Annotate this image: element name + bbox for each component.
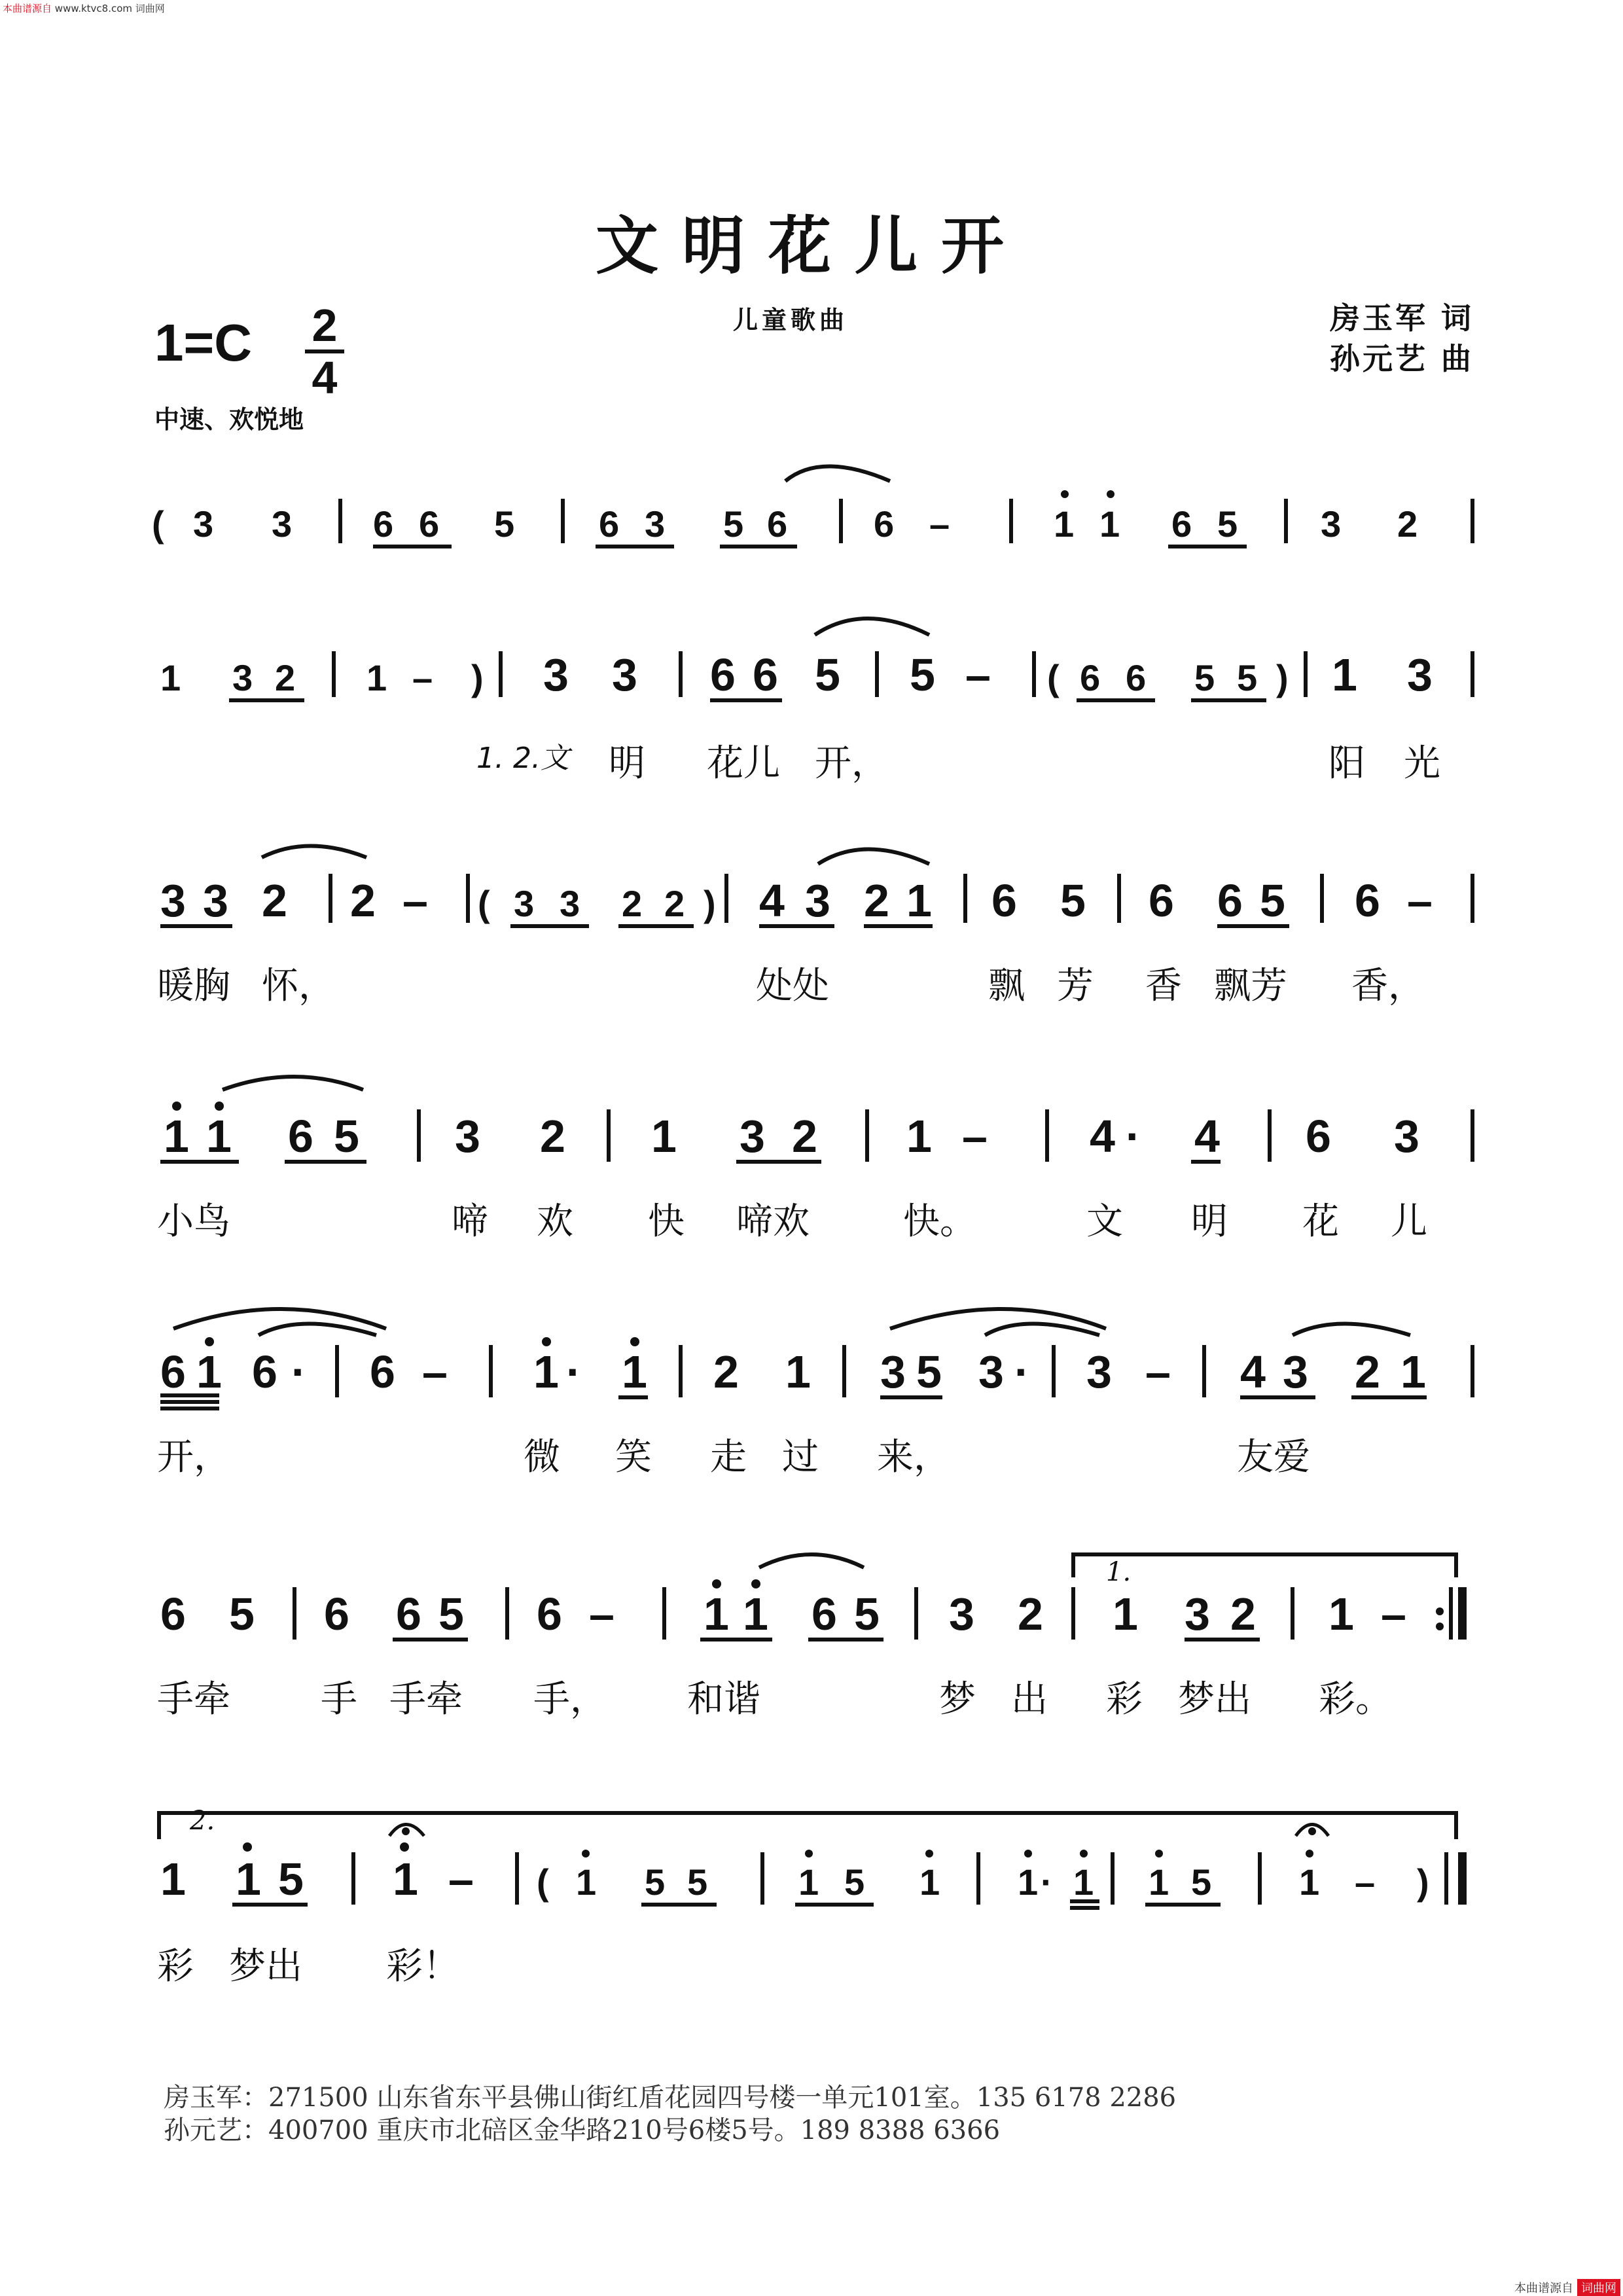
lyric-syllable: 梦出	[229, 1945, 302, 1988]
svg-text:1: 1	[622, 1346, 647, 1397]
lyric-syllable: 友爱	[1237, 1436, 1310, 1479]
svg-text:3: 3	[160, 875, 186, 926]
svg-text:4: 4	[1194, 1111, 1220, 1162]
lyric-syllable: 怀，	[262, 965, 335, 1007]
svg-text:·: ·	[1014, 1346, 1030, 1397]
svg-text:3: 3	[645, 503, 666, 545]
svg-text:1: 1	[236, 1854, 261, 1905]
svg-text:1: 1	[1113, 1588, 1138, 1640]
svg-text:5: 5	[494, 503, 515, 545]
svg-text:4: 4	[1240, 1346, 1266, 1397]
svg-text:(: (	[152, 503, 164, 545]
svg-text:6: 6	[874, 503, 895, 545]
svg-text:): )	[1417, 1861, 1429, 1903]
lyric-syllable: 香	[1145, 965, 1182, 1007]
lyric-syllable: 小鸟	[157, 1200, 230, 1243]
svg-text:): )	[704, 883, 716, 924]
svg-text:1: 1	[393, 1854, 418, 1905]
lyric-syllable: 走	[710, 1436, 747, 1479]
svg-text:6: 6	[599, 503, 620, 545]
svg-text:6: 6	[753, 649, 778, 700]
svg-text:3: 3	[978, 1346, 1004, 1397]
svg-text:6: 6	[160, 1346, 186, 1397]
svg-text:6: 6	[419, 503, 440, 545]
svg-text:3: 3	[543, 649, 569, 700]
svg-text:6: 6	[710, 649, 736, 700]
lyric-syllable: 明	[1191, 1200, 1228, 1243]
volta-second-label: 2.	[190, 1806, 215, 1836]
lyric-syllable: 光	[1404, 742, 1440, 785]
lyric-syllable: 微	[524, 1436, 560, 1479]
lyric-syllable: 手牵	[389, 1678, 463, 1721]
svg-text:2: 2	[1018, 1588, 1043, 1640]
svg-text:4: 4	[759, 875, 785, 926]
lyric-syllable: 飘芳	[1214, 965, 1287, 1007]
svg-text:5: 5	[1237, 657, 1258, 698]
lyric-syllable: 文	[1086, 1200, 1123, 1243]
svg-text:4: 4	[1090, 1111, 1115, 1162]
svg-text:–: –	[448, 1854, 474, 1905]
lyric-syllable: 暖胸	[157, 965, 230, 1007]
lyric-syllable: 彩。	[1319, 1678, 1392, 1721]
svg-text:2: 2	[1397, 503, 1418, 545]
svg-text:–: –	[1407, 875, 1433, 926]
svg-text:5: 5	[1260, 875, 1285, 926]
svg-text:6: 6	[396, 1588, 421, 1640]
svg-text:·: ·	[1126, 1111, 1141, 1162]
svg-text:2: 2	[275, 657, 296, 698]
svg-text:5: 5	[1194, 657, 1215, 698]
svg-text:1: 1	[651, 1111, 677, 1162]
lyric-syllable: 出	[1011, 1678, 1048, 1721]
svg-text:3: 3	[1283, 1346, 1308, 1397]
svg-text:5: 5	[844, 1861, 865, 1903]
svg-text:2: 2	[664, 883, 685, 924]
svg-text:5: 5	[815, 649, 840, 700]
svg-text:3: 3	[232, 657, 253, 698]
svg-text:6: 6	[1149, 875, 1174, 926]
svg-text:6: 6	[252, 1346, 277, 1397]
svg-text:6: 6	[373, 503, 394, 545]
svg-text:1: 1	[1099, 503, 1120, 545]
svg-text:1: 1	[906, 875, 932, 926]
svg-text:6: 6	[1217, 875, 1243, 926]
svg-text:1: 1	[206, 1111, 232, 1162]
lyric-syllable: 开，	[815, 742, 888, 785]
svg-text:6: 6	[324, 1588, 349, 1640]
svg-text:5: 5	[334, 1111, 359, 1162]
svg-text:5: 5	[645, 1861, 666, 1903]
svg-text:1: 1	[1018, 1861, 1039, 1903]
svg-text:3: 3	[272, 503, 293, 545]
svg-text:5: 5	[1217, 503, 1238, 545]
svg-text:1: 1	[366, 657, 387, 698]
svg-text:6: 6	[1080, 657, 1101, 698]
lyric-syllable: 梦出	[1178, 1678, 1251, 1721]
tempo-marking: 中速、欢悦地	[154, 405, 304, 434]
svg-text:2: 2	[864, 875, 889, 926]
svg-text:1: 1	[906, 1111, 932, 1162]
svg-text:2: 2	[792, 1111, 817, 1162]
lyric-syllable: 1. 2.文	[476, 742, 569, 775]
svg-text:2: 2	[1355, 1346, 1380, 1397]
svg-text:1: 1	[196, 1346, 222, 1397]
lyric-syllable: 欢	[537, 1200, 573, 1243]
lyric-syllable: 香，	[1351, 965, 1425, 1007]
svg-text:3: 3	[203, 875, 228, 926]
svg-text:–: –	[589, 1588, 615, 1640]
svg-text:·: ·	[566, 1346, 582, 1397]
svg-text:6: 6	[537, 1588, 562, 1640]
footer-contact-lyricist: 房玉军：271500 山东省东平县佛山街红盾花园四号楼一单元101室。135 6178 2286	[164, 2083, 1177, 2113]
svg-text:6: 6	[288, 1111, 313, 1162]
svg-text:3: 3	[1321, 503, 1342, 545]
svg-text:–: –	[1145, 1346, 1171, 1397]
svg-text:1: 1	[1329, 1588, 1354, 1640]
svg-text:1: 1	[785, 1346, 811, 1397]
watermark-bottom: 本曲谱源自 词曲网	[1514, 2279, 1620, 2296]
svg-text:3: 3	[193, 503, 214, 545]
footer-contact-composer: 孙元艺：400700 重庆市北碚区金华路210号6楼5号。189 8388 6366	[164, 2115, 1001, 2145]
svg-text:–: –	[965, 649, 991, 700]
svg-text:6: 6	[160, 1588, 186, 1640]
lyric-syllable: 芳	[1057, 965, 1094, 1007]
svg-text:1: 1	[1400, 1346, 1426, 1397]
lyric-syllable: 开，	[157, 1436, 230, 1479]
svg-text:–: –	[402, 875, 428, 926]
svg-text:3: 3	[560, 883, 580, 924]
svg-text:5: 5	[723, 503, 744, 545]
lyric-syllable: 过	[782, 1436, 819, 1479]
lyric-syllable: 飘	[988, 965, 1025, 1007]
svg-text:1: 1	[1149, 1861, 1169, 1903]
lyric-syllable: 花	[1302, 1200, 1339, 1243]
svg-text:6: 6	[1171, 503, 1192, 545]
svg-text:5: 5	[438, 1588, 464, 1640]
svg-text:1: 1	[576, 1861, 597, 1903]
svg-text:6: 6	[1306, 1111, 1331, 1162]
lyric-syllable: 彩	[157, 1945, 194, 1988]
svg-text:(: (	[537, 1861, 549, 1903]
svg-text:5: 5	[854, 1588, 880, 1640]
svg-text:·: ·	[1041, 1861, 1053, 1903]
svg-text:–: –	[962, 1111, 988, 1162]
svg-text:1: 1	[160, 1854, 186, 1905]
svg-text:1: 1	[160, 657, 181, 698]
song-genre: 儿童歌曲	[733, 306, 849, 334]
svg-text:1: 1	[1332, 649, 1357, 700]
svg-text:6: 6	[991, 875, 1017, 926]
svg-text:2: 2	[622, 883, 643, 924]
svg-text:·: ·	[291, 1346, 307, 1397]
lyric-syllable: 彩！	[386, 1945, 459, 1988]
svg-text:5: 5	[1191, 1861, 1212, 1903]
svg-text:(: (	[478, 883, 490, 924]
key-signature: 1=C	[154, 314, 252, 372]
site-logo: 词曲网	[1577, 2279, 1620, 2296]
svg-text:2: 2	[713, 1346, 739, 1397]
svg-text:1: 1	[743, 1588, 768, 1640]
svg-text:5: 5	[278, 1854, 304, 1905]
lyricist-credit: 房玉军 词	[1329, 300, 1474, 336]
composer-credit: 孙元艺 曲	[1329, 341, 1474, 376]
lyric-syllable: 梦	[939, 1678, 976, 1721]
svg-text:5: 5	[910, 649, 935, 700]
svg-text:2: 2	[262, 875, 287, 926]
svg-text:(: (	[1047, 657, 1060, 698]
svg-text:3: 3	[880, 1346, 906, 1397]
svg-text:2: 2	[350, 875, 376, 926]
svg-text:6: 6	[1355, 875, 1380, 926]
svg-text:1: 1	[919, 1861, 940, 1903]
svg-text:2: 2	[540, 1111, 565, 1162]
lyric-syllable: 和谐	[687, 1678, 760, 1721]
svg-text:3: 3	[1185, 1588, 1210, 1640]
lyric-syllable: 儿	[1391, 1200, 1427, 1243]
lyric-syllable: 明	[609, 742, 645, 785]
lyric-syllable: 来，	[877, 1436, 950, 1479]
watermark-top: 本曲谱源自 www.ktvc8.com 词曲网	[3, 3, 165, 14]
lyric-syllable: 手，	[533, 1678, 607, 1721]
svg-text:3: 3	[740, 1111, 765, 1162]
lyric-syllable: 手	[321, 1678, 357, 1721]
svg-text:5: 5	[916, 1346, 942, 1397]
svg-text:1: 1	[1299, 1861, 1320, 1903]
svg-text:1: 1	[533, 1346, 559, 1397]
lyric-syllable: 啼欢	[736, 1200, 810, 1243]
lyric-syllable: 快	[648, 1200, 685, 1243]
svg-text:3: 3	[1394, 1111, 1419, 1162]
lyric-syllable: 手牵	[157, 1678, 230, 1721]
svg-text:6: 6	[767, 503, 788, 545]
volta-first-label: 1.	[1106, 1557, 1132, 1587]
song-title: 文明花儿开	[596, 209, 1027, 283]
svg-text:3: 3	[949, 1588, 974, 1640]
lyric-syllable: 快。	[903, 1200, 976, 1243]
svg-text:3: 3	[455, 1111, 480, 1162]
svg-text:6: 6	[370, 1346, 395, 1397]
lyric-syllable: 彩	[1106, 1678, 1143, 1721]
svg-text:5: 5	[687, 1861, 708, 1903]
svg-text:5: 5	[1060, 875, 1086, 926]
svg-text:3: 3	[612, 649, 637, 700]
svg-text:–: –	[412, 657, 433, 698]
lyric-syllable: 花儿	[707, 742, 780, 785]
svg-text:–: –	[422, 1346, 448, 1397]
time-signature: 2 4	[305, 302, 344, 401]
svg-text:1: 1	[798, 1861, 819, 1903]
lyric-syllable: 啼	[452, 1200, 488, 1243]
svg-text:5: 5	[229, 1588, 255, 1640]
lyric-syllable: 笑	[615, 1436, 652, 1479]
svg-text:3: 3	[514, 883, 535, 924]
svg-text:1: 1	[1054, 503, 1075, 545]
svg-text:3: 3	[805, 875, 830, 926]
svg-text:): )	[471, 657, 484, 698]
lyric-syllable: 处处	[756, 965, 829, 1007]
svg-text:1: 1	[164, 1111, 189, 1162]
svg-text:–: –	[929, 503, 950, 545]
lyric-syllable: 阳	[1329, 742, 1365, 785]
svg-text:): )	[1276, 657, 1289, 698]
svg-text:1: 1	[1073, 1861, 1094, 1903]
svg-text:3: 3	[1407, 649, 1433, 700]
svg-text:2: 2	[1230, 1588, 1256, 1640]
svg-text:–: –	[1381, 1588, 1406, 1640]
svg-text:1: 1	[704, 1588, 729, 1640]
svg-text:6: 6	[1126, 657, 1147, 698]
svg-text:–: –	[1355, 1861, 1376, 1903]
svg-text:3: 3	[1086, 1346, 1112, 1397]
svg-text:6: 6	[812, 1588, 837, 1640]
